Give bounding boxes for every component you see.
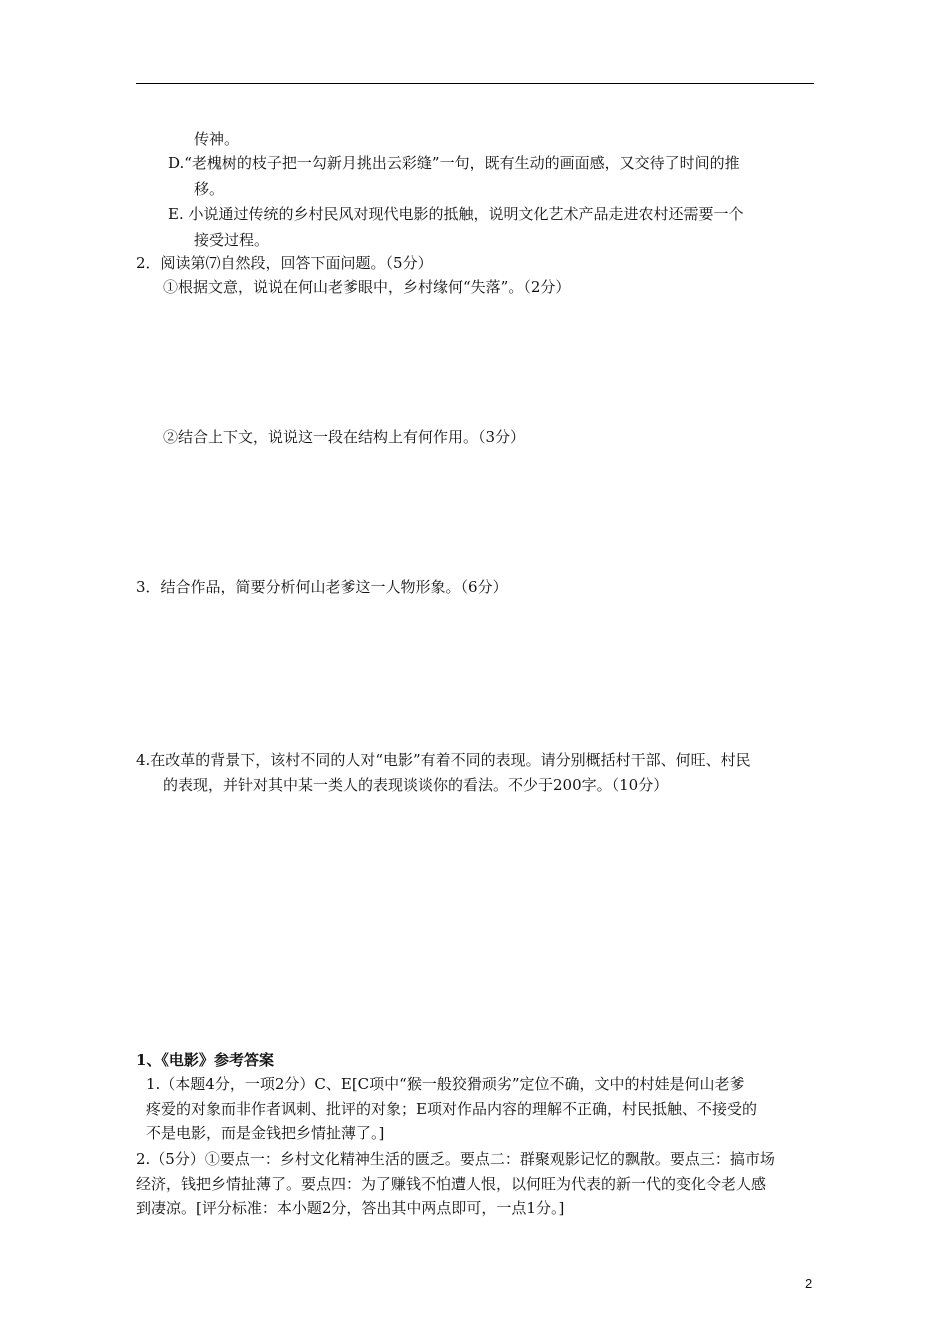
answer2-line1: 2.（5分）①要点一：乡村文化精神生活的匮乏。要点二：群聚观影记忆的飘散。要点三：搞市场 [136,1150,775,1168]
page-number: 2 [805,1276,813,1291]
answers-heading: 1、《电影》参考答案 [136,1051,274,1069]
answer2-line3: 到凄凉。[评分标准：本小题2分，答出其中两点即可，一点1分。] [136,1199,565,1217]
option-e-line2: 接受过程。 [194,231,270,249]
question2-sub1: ①根据文意，说说在何山老爹眼中，乡村缘何“失落”。（2分） [163,278,571,296]
answer1-line3: 不是电影，而是金钱把乡情扯薄了。] [146,1124,385,1142]
option-d-line2: 移。 [194,180,225,198]
answer2-line2: 经济，钱把乡情扯薄了。要点四：为了赚钱不怕遭人恨，以何旺为代表的新一代的变化令老人感 [136,1175,767,1193]
option-d-line1: D.“老槐树的枝子把一勾新月挑出云彩缝”一句，既有生动的画面感，又交待了时间的推 [168,154,740,172]
option-e-line1: E. 小说通过传统的乡村民风对现代电影的抵触，说明文化艺术产品走进农村还需要一个 [168,205,744,223]
header-rule [136,83,814,84]
question4-line2: 的表现，并针对其中某一类人的表现谈谈你的看法。不少于200字。（10分） [163,776,669,794]
question2-stem: 2．阅读第⑺自然段，回答下面问题。（5分） [136,254,433,272]
question3-stem: 3．结合作品，简要分析何山老爹这一人物形象。（6分） [136,578,508,596]
question2-sub2: ②结合上下文，说说这一段在结构上有何作用。（3分） [163,428,526,446]
answer1-line2: 疼爱的对象而非作者讽刺、批评的对象；E项对作品内容的理解不正确，村民抵触、不接受的 [146,1100,757,1118]
option-c-tail: 传神。 [194,130,240,148]
question4-line1: 4.在改革的背景下，该村不同的人对“电影”有着不同的表现。请分别概括村干部、何旺、村民 [136,751,751,769]
answer1-line1: 1.（本题4分，一项2分）C、E[C项中“猴一般狡猾顽劣”定位不确，文中的村娃是何山老爹 [146,1075,745,1093]
